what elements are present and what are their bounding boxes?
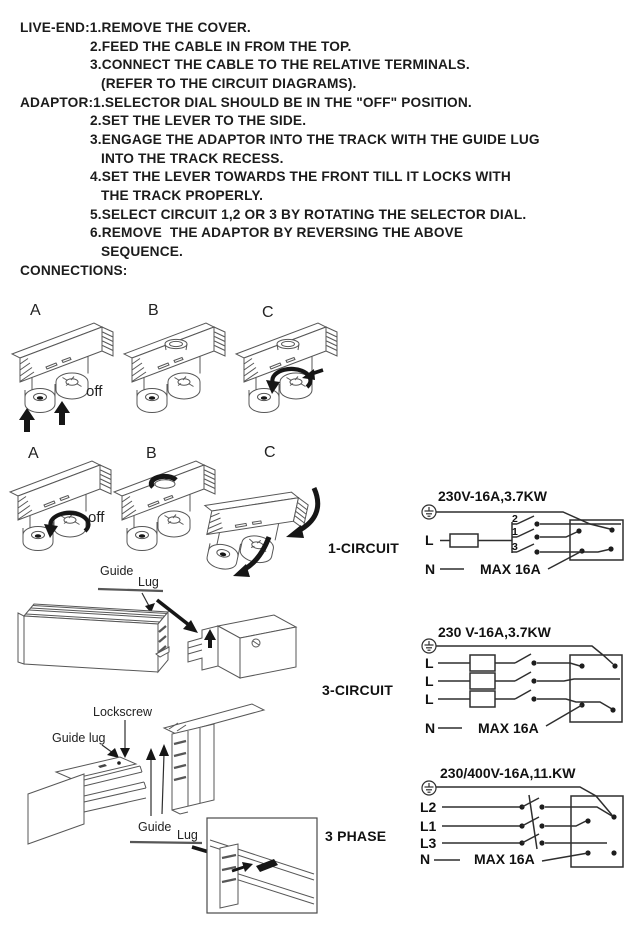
adaptor-c-drawing bbox=[236, 323, 337, 413]
detail-box bbox=[207, 818, 317, 913]
fuse-symbol bbox=[470, 691, 495, 707]
connections-heading: CONNECTIONS: bbox=[20, 262, 128, 278]
phase-row-2 bbox=[425, 672, 620, 689]
switch-1 bbox=[512, 526, 540, 540]
earth-wire bbox=[436, 787, 612, 815]
phase-row-l2 bbox=[420, 798, 612, 816]
max-current-label: MAX 16A bbox=[480, 561, 541, 577]
figure-track-assembly bbox=[6, 556, 416, 724]
circuit3-title: 230/400V-16A,11.KW bbox=[440, 765, 576, 781]
circuit3-caption: 3-CIRCUIT bbox=[322, 682, 394, 698]
instruction-line: 3.CONNECT THE CABLE TO THE RELATIVE TERMINALS. bbox=[90, 57, 470, 73]
instruction-line: THE TRACK PROPERLY. bbox=[101, 187, 264, 203]
phase3-caption: 3 PHASE bbox=[325, 828, 387, 844]
circuit-diagram-1 bbox=[400, 478, 638, 586]
instruction-line: LIVE-END:1.REMOVE THE COVER. bbox=[20, 20, 251, 35]
instructions-block bbox=[0, 19, 640, 280]
neutral-label: N bbox=[425, 720, 436, 736]
svg-text:L2: L2 bbox=[420, 799, 437, 815]
neutral-label: N bbox=[420, 851, 431, 867]
up-arrow-icon bbox=[159, 744, 169, 814]
circuit1-caption: 1-CIRCUIT bbox=[328, 540, 400, 556]
left-track-3d-drawing bbox=[28, 757, 146, 844]
fuse-symbol bbox=[470, 655, 495, 671]
circuit1-title: 230V-16A,3.7KW bbox=[438, 488, 547, 504]
neutral-label: N bbox=[425, 561, 436, 577]
switch-3 bbox=[512, 541, 540, 555]
instruction-line: 2.FEED THE CABLE IN FROM THE TOP. bbox=[90, 38, 352, 54]
track-3d-drawing bbox=[18, 604, 169, 672]
contact-dot bbox=[609, 527, 614, 532]
adaptor-a-drawing bbox=[12, 323, 113, 432]
lockscrew-label: Lockscrew bbox=[93, 705, 153, 719]
line-l-label: L bbox=[425, 532, 434, 548]
circuit2-title: 230 V-16A,3.7KW bbox=[438, 624, 551, 640]
guide-label: Guide bbox=[138, 820, 172, 834]
contact-dot bbox=[579, 663, 584, 668]
adaptor-c-label: C bbox=[262, 304, 274, 321]
fuse-symbol bbox=[450, 534, 478, 547]
off-label: off bbox=[86, 383, 103, 400]
label-underline bbox=[130, 842, 202, 843]
svg-text:2: 2 bbox=[512, 513, 518, 525]
instruction-line: (REFER TO THE CIRCUIT DIAGRAMS). bbox=[101, 75, 357, 91]
earth-icon bbox=[422, 639, 436, 653]
adaptor-a-drawing bbox=[10, 461, 111, 551]
lug-label: Lug bbox=[138, 575, 159, 589]
contact-dot bbox=[576, 528, 581, 533]
switch-2 bbox=[512, 513, 540, 527]
earth-icon bbox=[422, 505, 436, 519]
adaptor-a-label: A bbox=[30, 302, 41, 319]
svg-text:L: L bbox=[425, 673, 434, 689]
guide-label: Guide bbox=[100, 564, 134, 578]
circuit-diagram-2 bbox=[400, 618, 638, 742]
instruction-line: 2.SET THE LEVER TO THE SIDE. bbox=[90, 113, 307, 129]
contact-dot bbox=[612, 663, 617, 668]
adaptor-b-label: B bbox=[146, 445, 157, 462]
instruction-line: 5.SELECT CIRCUIT 1,2 OR 3 BY ROTATING THE SELECTOR DIAL. bbox=[90, 206, 527, 222]
pointer-arrow-icon bbox=[102, 745, 119, 758]
earth-icon bbox=[422, 781, 436, 795]
instruction-line: ADAPTOR:1.SELECTOR DIAL SHOULD BE IN THE "OFF" POSITION. bbox=[20, 94, 472, 110]
adaptor-b-drawing bbox=[124, 323, 225, 413]
right-track-3d-drawing bbox=[164, 704, 264, 814]
instruction-line: 3.ENGAGE THE ADAPTOR INTO THE TRACK WITH THE GUIDE LUG bbox=[90, 131, 540, 147]
contact-dot bbox=[585, 818, 590, 823]
off-label: off bbox=[88, 509, 105, 526]
phase-row-l1 bbox=[420, 817, 586, 834]
phase-row-1 bbox=[425, 654, 580, 671]
adaptor-c-label: C bbox=[264, 444, 276, 461]
phase-row-l3 bbox=[420, 834, 607, 851]
contact-dot bbox=[611, 814, 616, 819]
fuse-symbol bbox=[470, 673, 495, 689]
up-arrow-icon bbox=[54, 401, 70, 425]
svg-text:L: L bbox=[425, 691, 434, 707]
instruction-line: 6.REMOVE THE ADAPTOR BY REVERSING THE ABOVE bbox=[90, 225, 464, 241]
label-underline bbox=[98, 589, 163, 591]
adaptor-b-label: B bbox=[148, 302, 159, 319]
contact-dot bbox=[611, 850, 616, 855]
instruction-line: INTO THE TRACK RECESS. bbox=[101, 150, 284, 166]
svg-text:L: L bbox=[425, 655, 434, 671]
contact-dot bbox=[608, 546, 613, 551]
svg-text:L1: L1 bbox=[420, 818, 437, 834]
instruction-line: 4.SET THE LEVER TOWARDS THE FRONT TILL IT LOCKS WITH bbox=[90, 169, 511, 185]
svg-text:1: 1 bbox=[512, 526, 518, 538]
svg-text:3: 3 bbox=[512, 541, 518, 553]
guide-lug-label: Guide lug bbox=[52, 731, 106, 745]
lug-label: Lug bbox=[177, 828, 198, 842]
max-current-label: MAX 16A bbox=[478, 720, 539, 736]
live-end-3d-drawing bbox=[188, 615, 296, 678]
instruction-line: SEQUENCE. bbox=[101, 243, 183, 259]
pointer-arrow-icon bbox=[120, 720, 130, 758]
pointer-arrow-icon bbox=[142, 593, 155, 613]
contact-dot bbox=[610, 707, 615, 712]
figure-track-joint bbox=[6, 700, 416, 926]
figure-adaptor-row1 bbox=[6, 300, 346, 438]
svg-text:L3: L3 bbox=[420, 835, 437, 851]
lockscrew-dot bbox=[117, 761, 121, 765]
max-current-label: MAX 16A bbox=[474, 851, 535, 867]
adaptor-a-label: A bbox=[28, 445, 39, 462]
adaptor-b-drawing bbox=[114, 461, 215, 551]
circuit-diagram-3 bbox=[400, 760, 638, 880]
up-arrow-icon bbox=[146, 748, 156, 816]
